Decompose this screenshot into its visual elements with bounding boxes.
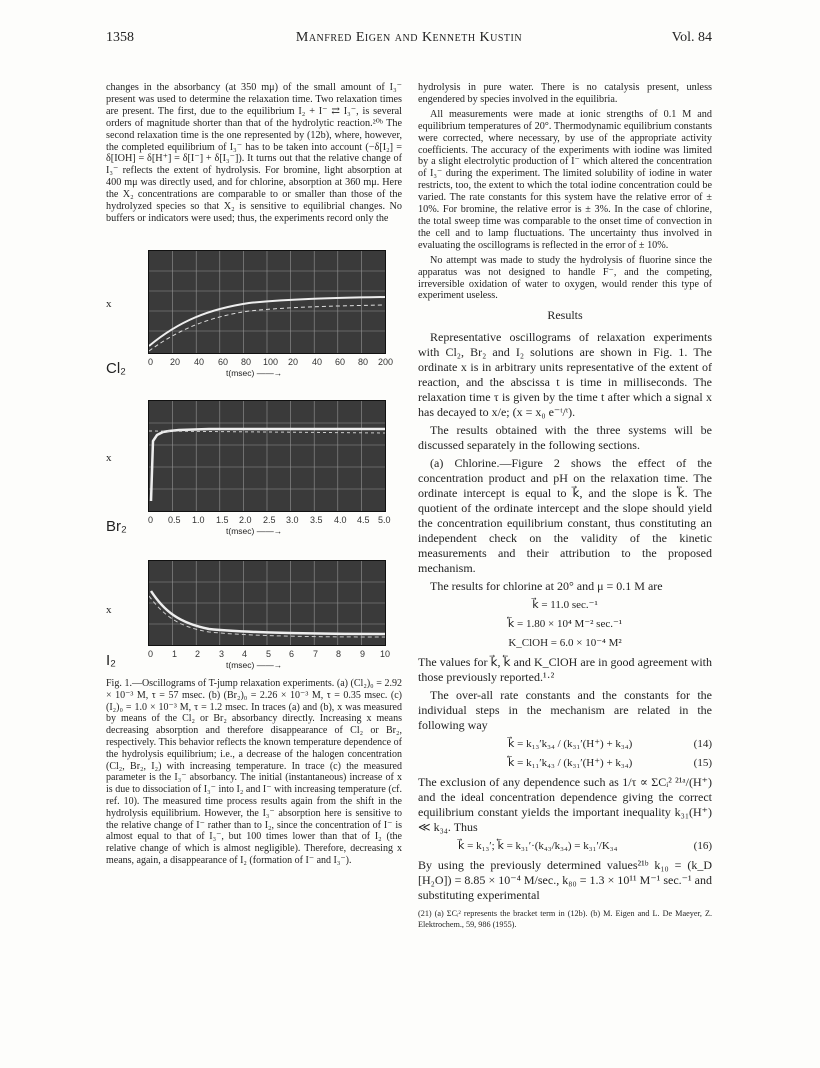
x-axis-label-i2: t(msec) ——→ (226, 660, 283, 670)
equation-14 (418, 737, 712, 752)
tick-label: 60 (218, 357, 229, 367)
tick-label: 80 (241, 357, 252, 367)
tick-label: 20 (288, 357, 299, 367)
x-axis-label-br2: t(msec) ——→ (226, 526, 283, 536)
tick-label: 100 (263, 357, 279, 367)
tick-label: 4.0 (334, 515, 347, 525)
tick-label: 40 (312, 357, 323, 367)
tick-label: 2 (195, 649, 201, 659)
oscillogram-i2 (148, 560, 386, 646)
footnote-21: (21) (a) ΣCᵢ² represents the bracket term in (12b). (b) M. Eigen and L. De Maeyer, Z. Elektrochem., 59, 986 (1955). (418, 909, 712, 929)
tick-label: 1 (172, 649, 178, 659)
equation-16 (418, 839, 712, 854)
tick-label: 60 (335, 357, 346, 367)
figure-panel-cl2 (106, 250, 406, 380)
results-paragraph-2: The results obtained with the three systems will be discussed separately in the following sections. (418, 423, 712, 453)
results-paragraph-8: By using the previously determined values²¹ᵇ k₁₀ = (k_D [H₂O]) = 8.85 × 10⁻⁴ M/sec., k₈₀ = 1.3 × 10¹¹ M⁻¹ sec.⁻¹ and substituting experimental (418, 858, 712, 903)
results-paragraph-6: The over-all rate constants and the constants for the individual steps in the mechanism are related in the following way (418, 688, 712, 733)
oscillogram-br2 (148, 400, 386, 512)
equation-15-number: (15) (693, 757, 712, 770)
tick-label: 20 (170, 357, 181, 367)
results-paragraph-1: Representative oscillograms of relaxation experiments with Cl₂, Br₂ and I₂ solutions are shown in Fig. 1. The ordinate x is in arbitrary units representative of the extent of reaction, and the abscissa t is time in milliseconds. The relaxation time τ is given by the time t after which a signal x has decayed to x/e; (x = x₀ e⁻ᵗ/ᵗ). (418, 330, 712, 420)
equation-16-body: k⃗ = k₁₃′; k⃖ = k₃₁′·(k₄₃/k₃₄) = k₃₁′/K₃₄ (458, 840, 618, 853)
tick-label: 200 (378, 357, 394, 367)
tick-label: 2.5 (263, 515, 276, 525)
tick-label: 0 (148, 649, 154, 659)
oscillogram-cl2 (148, 250, 386, 354)
tick-label: 8 (336, 649, 342, 659)
figure-panel-br2 (106, 400, 406, 538)
page-header (106, 30, 712, 52)
results-paragraph-3: (a) Chlorine.—Figure 2 shows the effect of the concentration product and pH on the relaxation time. The ordinate intercept is equal to k⃗, and the slope is k⃖. The quotient of the ordinate intercept and the slope should yield the concentration equilibrium constant, thus constituting an independent check on the validity of the kinetic measurements and their attribution to the proposed mechanism. (418, 456, 712, 576)
tick-label: 10 (380, 649, 391, 659)
right-paragraph-1: hydrolysis in pure water. There is no catalysis present, unless engendered by species involved in the equilibria. (418, 82, 712, 105)
figure-panel-i2 (106, 560, 406, 672)
results-paragraph-7: The exclusion of any dependence such as 1/τ ∝ ΣCᵢ² ²¹ᵃ/(H⁺) and the ideal concentration dependence giving the correct equilibrium constant yields the important inequality k₃₁(H⁺) ≪ k₃₄. Thus (418, 775, 712, 835)
chem-label-cl2: Cl₂ (106, 360, 126, 377)
right-paragraph-3: No attempt was made to study the hydrolysis of fluorine since the apparatus was not designed to handle F⁻, and the competing, irreversible oxidation of water to oxygen, would render this type of experiment useless. (418, 254, 712, 302)
equation-15 (418, 756, 712, 771)
tick-label: 1.5 (216, 515, 229, 525)
volume-label: Vol. 84 (671, 30, 712, 45)
y-axis-label: x (106, 452, 112, 464)
tick-label: 0 (148, 515, 154, 525)
equation-k-cloh: K_ClOH = 6.0 × 10⁻⁴ M² (508, 637, 622, 650)
tick-label: 1.0 (192, 515, 205, 525)
tick-label: 9 (360, 649, 366, 659)
tick-label: 6 (289, 649, 295, 659)
tick-label: 0 (148, 357, 154, 367)
equation-15-body: k⃖ = k₁₁′k₄₃ / (k₃₁′(H⁺) + k₃₄) (508, 757, 633, 770)
results-heading: Results (547, 308, 583, 323)
chem-label-i2: I₂ (106, 652, 116, 669)
tick-label: 5.0 (378, 515, 391, 525)
x-axis-label-cl2: t(msec) ——→ (226, 368, 283, 378)
equation-14-body: k⃗ = k₁₃′k₃₄ / (k₃₁′(H⁺) + k₃₄) (508, 738, 633, 751)
tick-label: 5 (266, 649, 272, 659)
chem-label-br2: Br₂ (106, 518, 127, 535)
left-paragraph: changes in the absorbancy (at 350 mμ) of the small amount of I₃⁻ present was used to determine the relaxation time. Two relaxation times are present. The first, due to the equilibrium I₂ + I⁻ ⇄ I₃⁻, is several orders of magnitude shorter than that of the hydrolytic reaction.²⁰ᵇ The second relaxation time is the one represented by (12b), where, however, the completed equilibrium of I₃⁻ has to be taken into account (−δ[I₂] = δ[IOH] = δ[H⁺] = δ[I⁻] + δ[I₃⁻]). It turns out that the relative change of I₃⁻ reflects the extent of hydrolysis. For bromine, light absorption at 400 mμ was directly used, and for chlorine, absorption at 360 mμ. Here the X₂ concentrations are comparable to or smaller than those of the hydrolyzed species so that X₂ is sensitive to equilibrial changes. No buffers or indicators were used; thus, the experiments record only the (106, 82, 402, 224)
results-paragraph-4: The results for chlorine at 20° and μ = 0.1 M are (430, 579, 663, 594)
equation-14-number: (14) (693, 738, 712, 751)
tick-label: 40 (194, 357, 205, 367)
tick-label: 4.5 (357, 515, 370, 525)
tick-label: 3 (219, 649, 225, 659)
tick-label: 0.5 (168, 515, 181, 525)
tick-label: 7 (313, 649, 319, 659)
running-title: Manfred Eigen and Kenneth Kustin (295, 30, 523, 45)
tick-label: 4 (242, 649, 248, 659)
y-axis-label: x (106, 298, 112, 310)
tick-label: 3.0 (286, 515, 299, 525)
tick-label: 3.5 (310, 515, 323, 525)
equation-k-backward: k⃖ = 1.80 × 10⁴ M⁻² sec.⁻¹ (507, 618, 623, 631)
figure-caption: Fig. 1.—Oscillograms of T-jump relaxation experiments. (a) (Cl₂)₀ = 2.92 × 10⁻³ M, τ = 57 msec. (b) (Br₂)₀ = 2.26 × 10⁻³ M, τ = 0.35 msec. (c) (I₂)₀ = 1.0 × 10⁻³ M, τ = 1.2 msec. In traces (a) and (b), x was measured by means of the Cl₂ or Br₂ absorbancy directly. Increasing x means decreasing absorption and therefore disappearance of Cl₂ or Br₂, respectively. This behavior reflects the known temperature dependence of the hydrolysis equilibrium; i.e., a decrease of the halogen concentration (Cl₂, Br₂, I₂) with increasing temperature. In trace (c) the measured parameter is the I₃⁻ absorbancy. The initial (instantaneous) increase of x is due to dissociation of I₃⁻ into I₂ and I⁻ with increasing temperature (cf. ref. 10). The measured time process results again from the shift in the hydrolysis equilibrium. However, the I₃⁻ absorption here is sensitive to the relative change of I⁻ rather than to I₂, since the concentration of I⁻ is almost equal to that of I₃⁻, but 100 times lower than that of I₂ (the relative change of which is almost negligible). Therefore, decreasing x means, again, a disappearance of I₂ (formation of I⁻ and I₃⁻). (106, 678, 402, 866)
results-paragraph-5: The values for k⃗, k⃖ and K_ClOH are in good agreement with those previously reported.¹·² (418, 655, 712, 685)
left-column-text (106, 82, 402, 228)
right-paragraph-2: All measurements were made at ionic strengths of 0.1 M and equilibrium temperatures of 20°. Thermodynamic equilibrium constants were corrected, where necessary, by use of the appropriate activity coefficients. The accuracy of the experiments with iodine was limited by a slight electrolytic production of I⁻ which altered the concentration of I₃⁻ during the experiment. The limited solubility of iodine in water restricts, too, the extent to which the total iodine concentration could be varied. The rate constants for this system have the relative error of ± 10%. For bromine, the relative error is ± 3%. In the case of chlorine, the total sweep time was comparable to the onset time of convection in the cell and to lamp fluctuations. The uncertainty thus involved in evaluating the oscillograms is reflected in the error of ± 10%. (418, 108, 712, 251)
page-number: 1358 (106, 30, 134, 45)
tick-label: 2.0 (239, 515, 252, 525)
equation-16-number: (16) (693, 840, 712, 853)
equation-k-forward: k⃗ = 11.0 sec.⁻¹ (532, 599, 598, 612)
tick-label: 80 (358, 357, 369, 367)
right-column (418, 82, 712, 930)
y-axis-label: x (106, 604, 112, 616)
